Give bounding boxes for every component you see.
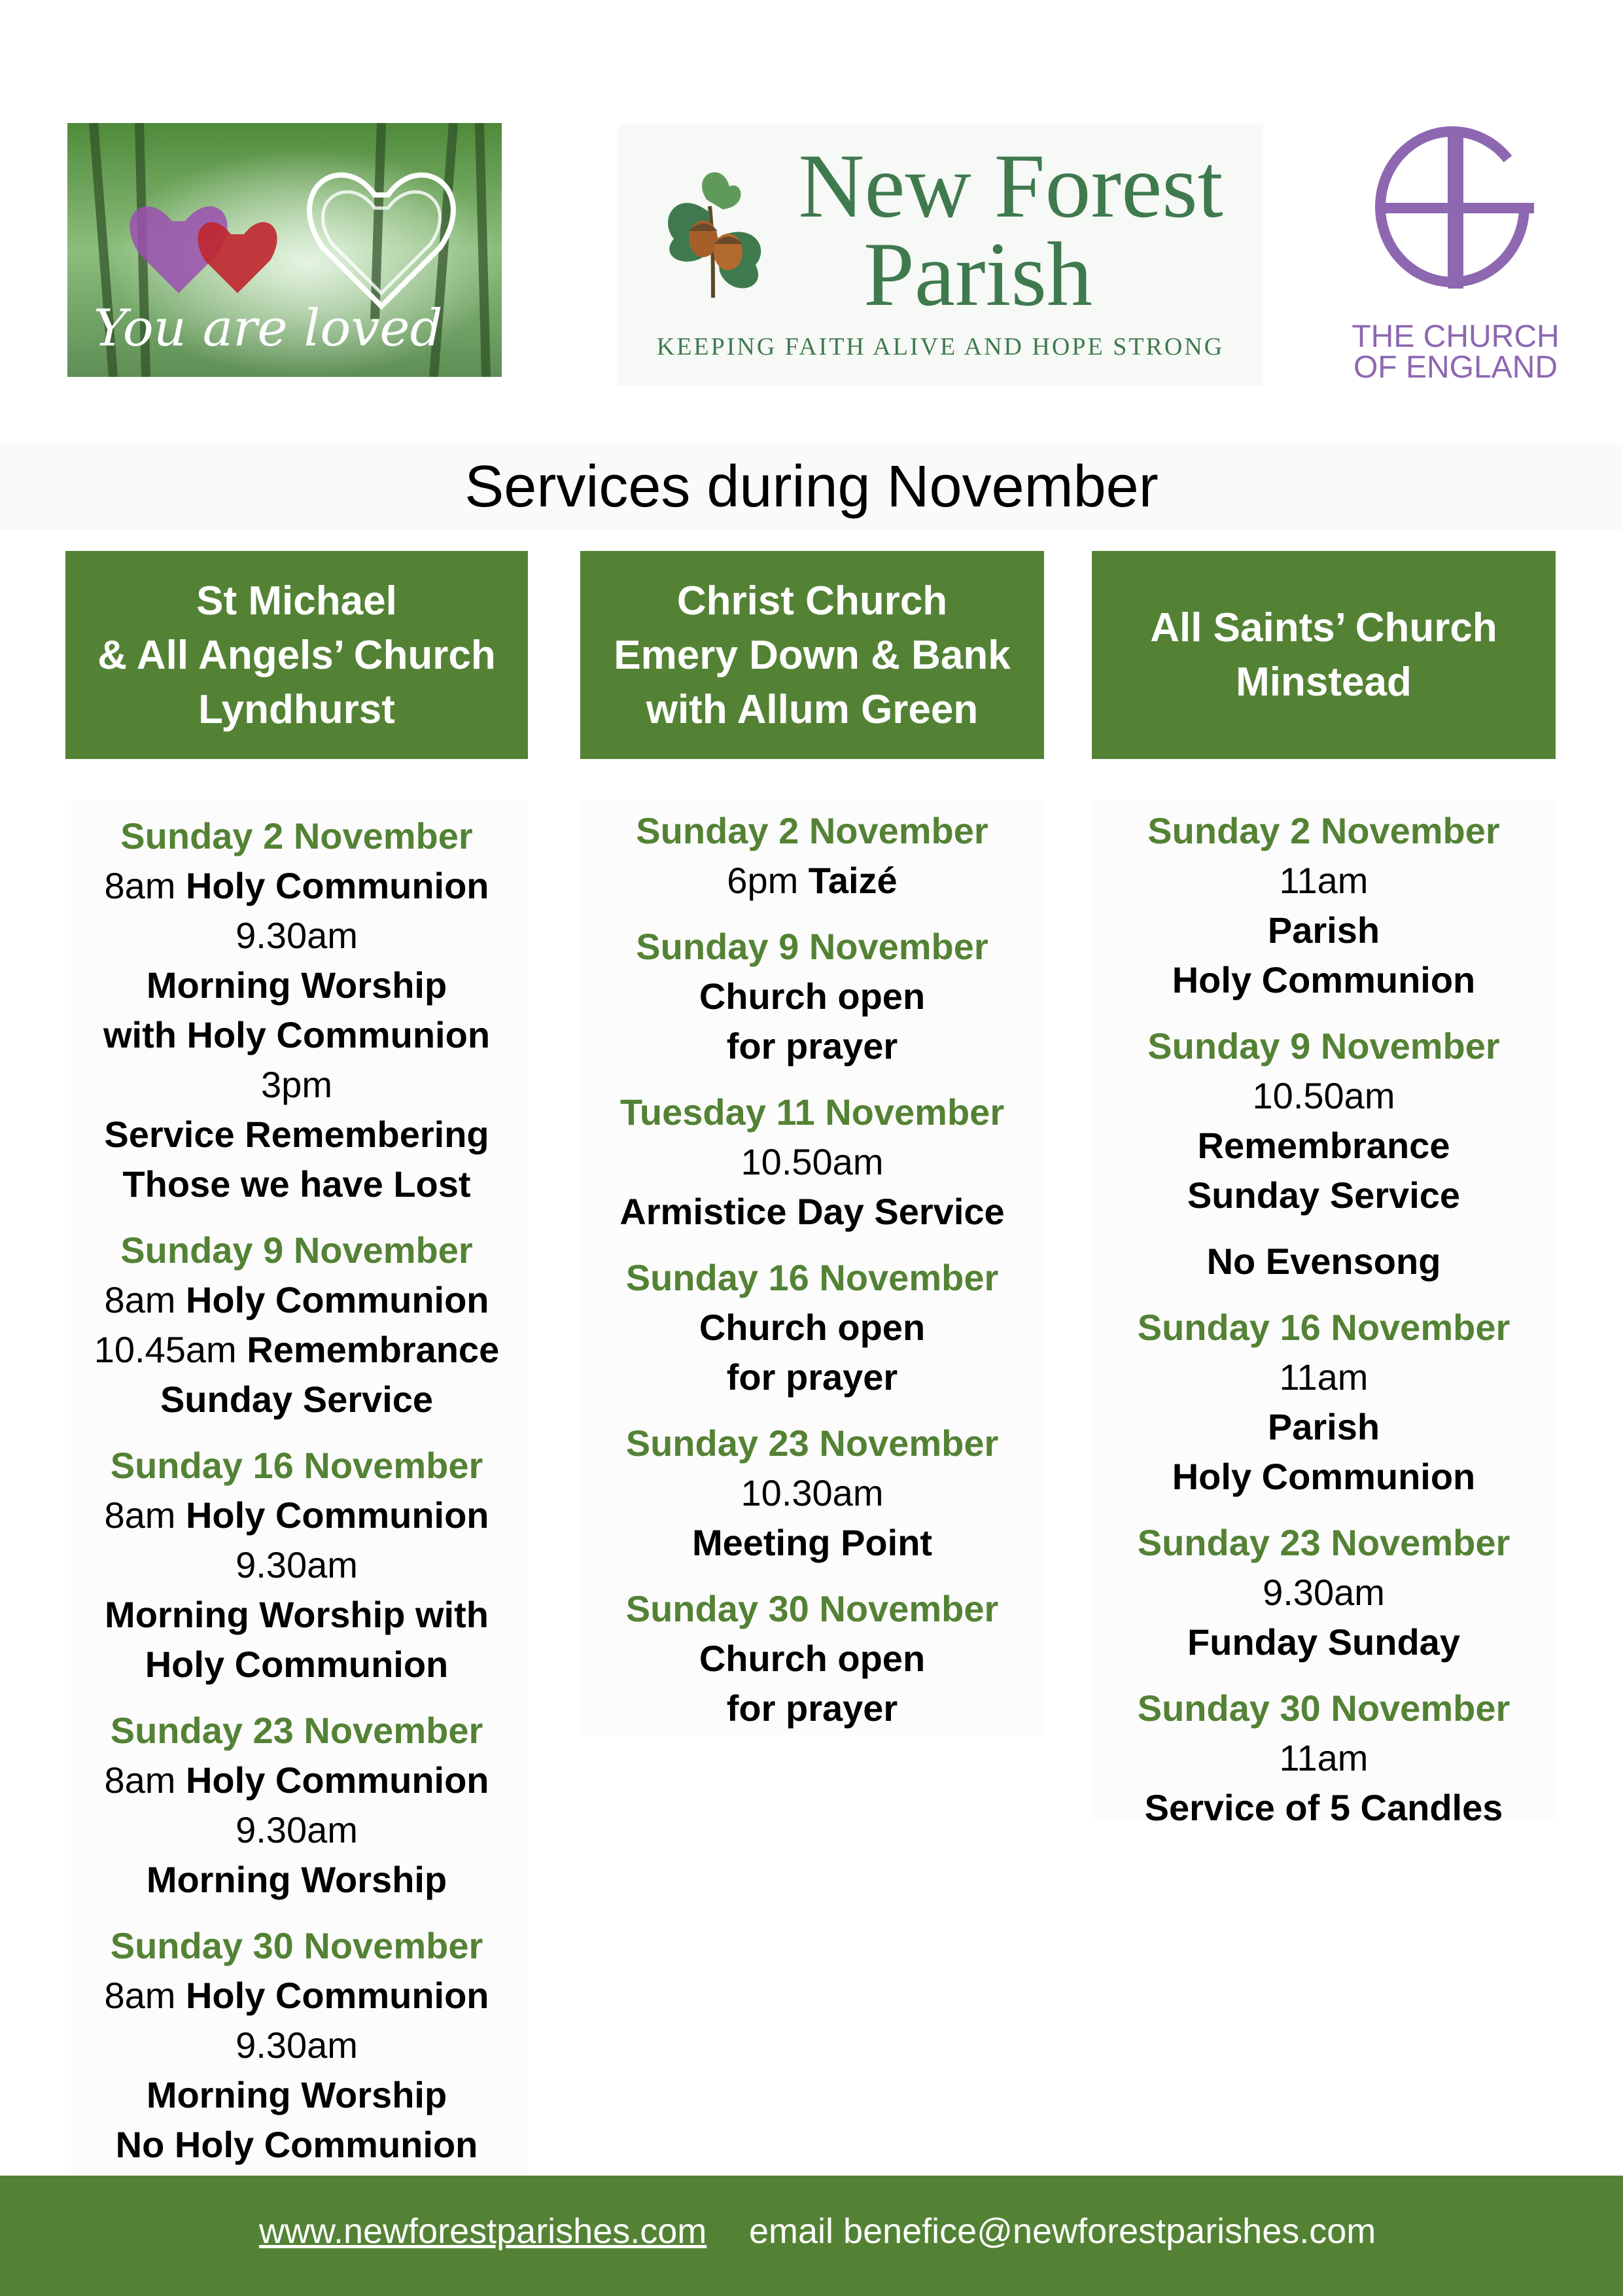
service-date: Sunday 9 November xyxy=(120,1229,473,1271)
service-line xyxy=(580,1352,1044,1402)
church-name-line: Christ Church xyxy=(676,578,948,624)
service-line xyxy=(580,1518,1044,1568)
service-time: 10.45am xyxy=(94,1329,237,1370)
service-line xyxy=(1092,1171,1556,1220)
service-time: 9.30am xyxy=(236,2024,358,2066)
new-forest-parish-logo xyxy=(618,124,1263,386)
coe-name-line1: THE CHURCH xyxy=(1352,319,1560,354)
service-date: Sunday 2 November xyxy=(1147,810,1500,851)
service-title: Those we have Lost xyxy=(122,1163,471,1205)
service-day xyxy=(580,922,1044,1071)
oak-acorn-icon xyxy=(651,160,775,311)
service-date: Tuesday 11 November xyxy=(620,1091,1005,1133)
service-title: Service Remembering xyxy=(104,1114,489,1155)
service-title: with Holy Communion xyxy=(103,1014,491,1055)
footer-bar xyxy=(0,2176,1623,2296)
website-link[interactable]: www.newforestparishes.com xyxy=(259,2212,707,2251)
service-date: Sunday 16 November xyxy=(625,1257,999,1298)
service-title: Church open xyxy=(699,1307,926,1348)
service-line xyxy=(65,1805,528,1855)
service-time: 8am xyxy=(104,1975,176,2016)
service-line xyxy=(1092,1071,1556,1121)
service-day xyxy=(1092,1303,1556,1502)
service-line xyxy=(580,856,1044,906)
service-title: No Evensong xyxy=(1206,1241,1441,1282)
church-header-lyndhurst xyxy=(65,551,528,759)
service-line xyxy=(65,1159,528,1209)
service-line xyxy=(580,1684,1044,1733)
service-time: 10.50am xyxy=(741,1141,884,1182)
church-of-england-logo xyxy=(1348,115,1563,389)
service-line xyxy=(65,1590,528,1640)
service-date: Sunday 16 November xyxy=(1137,1307,1510,1348)
service-title: Morning Worship xyxy=(146,2074,447,2115)
service-title: Church open xyxy=(699,976,926,1017)
service-date: Sunday 23 November xyxy=(1137,1522,1510,1563)
service-day xyxy=(580,1584,1044,1733)
service-line xyxy=(1092,1402,1556,1452)
service-time: 8am xyxy=(104,865,176,906)
title-band xyxy=(0,444,1623,530)
service-line xyxy=(65,1491,528,1540)
service-line xyxy=(580,1634,1044,1684)
church-name-line: Lyndhurst xyxy=(198,686,395,732)
service-line xyxy=(1092,1452,1556,1502)
service-title: for prayer xyxy=(726,1687,898,1729)
service-line xyxy=(1092,1617,1556,1667)
service-day xyxy=(1092,1237,1556,1286)
service-line xyxy=(1092,1237,1556,1286)
service-line xyxy=(1092,1733,1556,1783)
service-line xyxy=(1092,906,1556,955)
service-time: 8am xyxy=(104,1279,176,1320)
service-title: Parish xyxy=(1267,1406,1380,1447)
service-time: 9.30am xyxy=(236,1544,358,1585)
parish-tagline: KEEPING FAITH ALIVE AND HOPE STRONG xyxy=(656,333,1225,361)
service-day xyxy=(65,1226,528,1424)
service-title: Holy Communion xyxy=(185,865,489,906)
service-title: Morning Worship with xyxy=(105,1594,489,1635)
service-title: Church open xyxy=(699,1638,926,1679)
service-line xyxy=(65,2021,528,2070)
service-line xyxy=(65,1756,528,1805)
service-day xyxy=(65,811,528,1209)
service-title: for prayer xyxy=(726,1356,898,1398)
service-title: Holy Communion xyxy=(1172,959,1476,1000)
service-date: Sunday 23 November xyxy=(625,1422,999,1464)
service-day xyxy=(65,1921,528,2170)
church-name-line: & All Angels’ Church xyxy=(97,632,496,678)
service-title: Holy Communion xyxy=(185,1279,489,1320)
service-date: Sunday 2 November xyxy=(636,810,988,851)
service-title: Armistice Day Service xyxy=(620,1191,1005,1232)
church-header-minstead xyxy=(1092,551,1556,759)
service-time: 9.30am xyxy=(236,1809,358,1850)
service-title: Remembrance xyxy=(247,1329,500,1370)
parish-name-line2: Parish xyxy=(864,224,1092,325)
service-date: Sunday 9 November xyxy=(636,926,988,967)
service-line xyxy=(580,972,1044,1021)
parish-name-line1: New Forest xyxy=(798,135,1223,237)
service-time: 10.50am xyxy=(1252,1075,1395,1116)
service-title: Holy Communion xyxy=(1172,1456,1476,1497)
service-day xyxy=(1092,1518,1556,1667)
service-line xyxy=(1092,1121,1556,1171)
service-line xyxy=(65,2070,528,2120)
church-name-line: All Saints’ Church xyxy=(1150,605,1497,650)
forest-hearts-illustration xyxy=(67,123,502,377)
contact-email: email benefice@newforestparishes.com xyxy=(749,2212,1376,2251)
service-line xyxy=(65,1375,528,1424)
service-line xyxy=(65,1060,528,1110)
service-line xyxy=(1092,1783,1556,1833)
service-date: Sunday 16 November xyxy=(110,1445,483,1486)
service-line xyxy=(580,1187,1044,1237)
cross-circle-icon xyxy=(1364,120,1554,296)
service-day xyxy=(1092,1684,1556,1833)
services-column-lyndhurst xyxy=(65,800,528,2179)
service-day xyxy=(1092,806,1556,1005)
page-title: Services during November xyxy=(464,454,1159,520)
service-date: Sunday 23 November xyxy=(110,1710,483,1751)
service-title: Sunday Service xyxy=(1187,1174,1461,1216)
service-title: No Holy Communion xyxy=(115,2124,478,2165)
service-line xyxy=(65,1971,528,2021)
service-line xyxy=(65,911,528,961)
service-line xyxy=(580,1137,1044,1187)
service-title: Morning Worship xyxy=(146,1859,447,1900)
service-day xyxy=(1092,1021,1556,1220)
service-line xyxy=(1092,1352,1556,1402)
service-title: Taizé xyxy=(808,860,898,901)
service-line xyxy=(65,861,528,911)
service-title: Holy Communion xyxy=(145,1644,449,1685)
service-day xyxy=(65,1441,528,1689)
service-line xyxy=(65,1110,528,1159)
service-line xyxy=(65,1640,528,1689)
service-line xyxy=(580,1303,1044,1352)
services-column-emery-down xyxy=(580,800,1044,1735)
service-day xyxy=(580,1253,1044,1402)
service-title: Morning Worship xyxy=(146,964,447,1006)
service-time: 11am xyxy=(1279,1737,1369,1778)
church-name-line: Emery Down & Bank xyxy=(614,632,1011,678)
church-header-emery-down xyxy=(580,551,1044,759)
coe-name-line2: OF ENGLAND xyxy=(1353,350,1558,385)
service-line xyxy=(1092,1568,1556,1617)
service-day xyxy=(580,806,1044,906)
service-line xyxy=(65,1855,528,1905)
service-date: Sunday 30 November xyxy=(110,1925,483,1966)
service-date: Sunday 2 November xyxy=(120,815,473,857)
service-line xyxy=(1092,955,1556,1005)
services-column-minstead xyxy=(1092,800,1556,1828)
service-time: 8am xyxy=(104,1759,176,1801)
service-title: Funday Sunday xyxy=(1187,1621,1460,1663)
service-title: Service of 5 Candles xyxy=(1144,1787,1503,1828)
service-day xyxy=(580,1087,1044,1237)
service-title: Sunday Service xyxy=(160,1379,434,1420)
church-name-line: St Michael xyxy=(196,578,397,624)
service-line xyxy=(65,1325,528,1375)
service-time: 9.30am xyxy=(236,915,358,956)
service-line xyxy=(65,1010,528,1060)
you-are-loved-image xyxy=(67,123,502,377)
service-title: for prayer xyxy=(726,1025,898,1067)
service-line xyxy=(65,1540,528,1590)
service-line xyxy=(65,1275,528,1325)
service-title: Holy Communion xyxy=(185,1759,489,1801)
service-time: 3pm xyxy=(261,1064,332,1105)
service-day xyxy=(580,1419,1044,1568)
service-time: 6pm xyxy=(727,860,799,901)
service-time: 11am xyxy=(1279,860,1369,901)
church-name-line: Minstead xyxy=(1236,660,1412,705)
service-title: Parish xyxy=(1267,910,1380,951)
service-line xyxy=(580,1021,1044,1071)
service-day xyxy=(65,1706,528,1905)
service-title: Remembrance xyxy=(1197,1125,1450,1166)
service-time: 10.30am xyxy=(741,1472,884,1513)
service-line xyxy=(65,2120,528,2170)
service-title: Meeting Point xyxy=(691,1522,933,1563)
service-line xyxy=(65,961,528,1010)
you-are-loved-caption: You are loved xyxy=(94,299,443,358)
service-line xyxy=(580,1468,1044,1518)
service-date: Sunday 30 November xyxy=(1137,1687,1510,1729)
service-title: Holy Communion xyxy=(185,1494,489,1536)
service-line xyxy=(1092,856,1556,906)
service-title: Holy Communion xyxy=(185,1975,489,2016)
service-date: Sunday 30 November xyxy=(625,1588,999,1629)
service-date: Sunday 9 November xyxy=(1147,1025,1500,1067)
church-name-line: with Allum Green xyxy=(646,686,979,732)
service-time: 9.30am xyxy=(1263,1572,1385,1613)
service-time: 11am xyxy=(1279,1356,1369,1398)
service-time: 8am xyxy=(104,1494,176,1536)
